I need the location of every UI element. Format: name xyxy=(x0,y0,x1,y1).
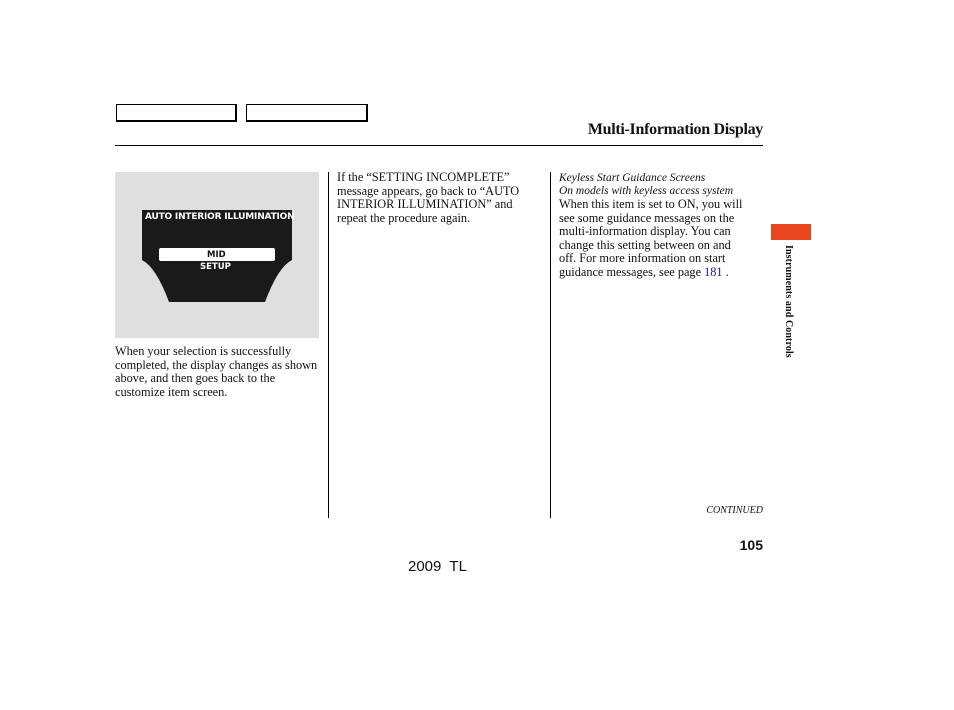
section-side-label: Instruments and Controls xyxy=(783,245,794,358)
model-footer: 2009 TL xyxy=(408,558,467,575)
nav-box-previous[interactable] xyxy=(116,104,237,122)
display-screen-title: AUTO INTERIOR ILLUMINATION xyxy=(145,212,295,222)
nav-box-next[interactable] xyxy=(246,104,368,122)
column-divider-left xyxy=(328,172,329,518)
continued-label: CONTINUED xyxy=(706,505,763,516)
right-line-suffix: . xyxy=(722,264,729,279)
left-column-text: When your selection is successfully completed, the display changes as shown above, and then goes back to the customize item screen. xyxy=(115,344,318,399)
middle-line: message appears, go back to “AUTO xyxy=(337,183,520,198)
right-column xyxy=(559,172,764,280)
display-menu-item-mid: MID xyxy=(207,250,226,260)
right-line-prefix: guidance messages, see page xyxy=(559,264,705,279)
column-divider-right xyxy=(550,172,551,518)
right-line: multi-information display. You can xyxy=(559,224,731,239)
middle-line: INTERIOR ILLUMINATION” and xyxy=(337,197,513,212)
middle-column-text xyxy=(337,171,549,225)
section-heading: Keyless Start Guidance Screens xyxy=(559,172,706,184)
right-line: change this setting between on and xyxy=(559,237,731,252)
section-tab xyxy=(771,224,811,240)
page-number: 105 xyxy=(739,537,763,553)
page-title: Multi-Information Display xyxy=(587,121,763,138)
section-subheading: On models with keyless access system xyxy=(559,185,734,197)
right-column-text xyxy=(559,198,764,280)
right-line: off. For more information on start xyxy=(559,251,726,266)
right-line: When this item is set to ON, you will xyxy=(559,197,743,211)
middle-line: repeat the procedure again. xyxy=(337,210,471,225)
right-line: see some guidance messages on the xyxy=(559,210,735,225)
right-line-last xyxy=(559,266,764,280)
page-reference-link[interactable]: 181 xyxy=(704,264,723,279)
header-rule xyxy=(115,145,763,146)
middle-line: If the “SETTING INCOMPLETE” xyxy=(337,170,510,184)
display-menu-item-setup: SETUP xyxy=(200,262,231,272)
